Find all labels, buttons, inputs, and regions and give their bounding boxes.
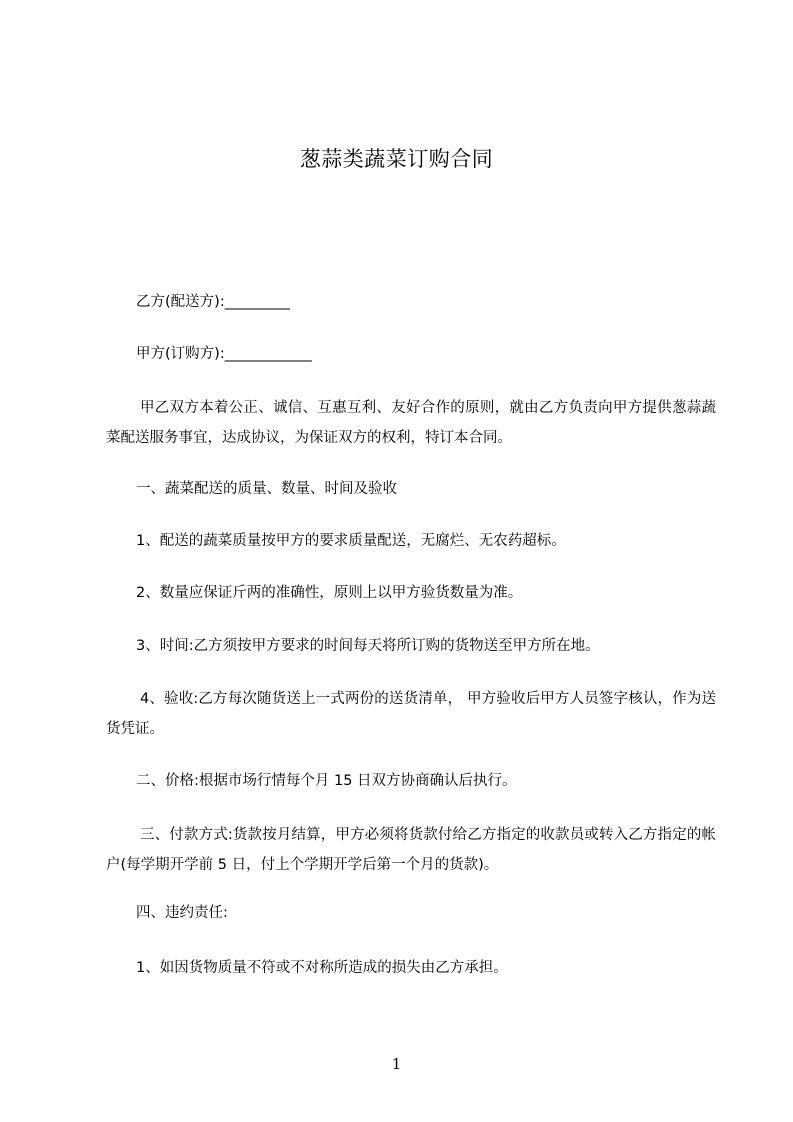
item-1: 1、配送的蔬菜质量按甲方的要求质量配送，无腐烂、无农药超标。 [136, 533, 566, 549]
item-2: 2、数量应保证斤两的准确性，原则上以甲方验货数量为准。 [136, 585, 523, 601]
liability-item-1: 1、如因货物质量不符或不对称所造成的损失由乙方承担。 [136, 960, 508, 976]
item-4-paragraph: 4、验收:乙方每次随货送上一式两份的送货清单， 甲方验收后甲方人员签字核认，作为送货凭证。 [106, 691, 716, 737]
section-4-heading: 四、违约责任: [136, 905, 228, 921]
document-title: 葱蒜类蔬菜订购合同 [299, 147, 494, 171]
intro-paragraph: 甲乙双方本着公正、诚信、互惠互利、友好合作的原则，就由乙方负责向甲方提供葱蒜蔬菜配送服务事宜，达成协议，为保证双方的权利，特订本合同。 [106, 400, 716, 446]
item-3: 3、时间:乙方须按甲方要求的时间每天将所订购的货物送至甲方所在地。 [136, 638, 600, 654]
page-number: 1 [391, 1055, 402, 1073]
section-3-paragraph: 三、付款方式:货款按月结算，甲方必须将货款付给乙方指定的收款员或转入乙方指定的帐户(每学期开学前 5 日，付上个学期开学后第一个月的货款)。 [106, 827, 716, 873]
party-b-line: 乙方(配送方):_________ [136, 294, 290, 310]
section-1-heading: 一、蔬菜配送的质量、数量、时间及验收 [136, 481, 397, 497]
party-a-line: 甲方(订购方):____________ [136, 346, 312, 362]
section-2: 二、价格:根据市场行情每个月 15 日双方协商确认后执行。 [136, 773, 517, 789]
